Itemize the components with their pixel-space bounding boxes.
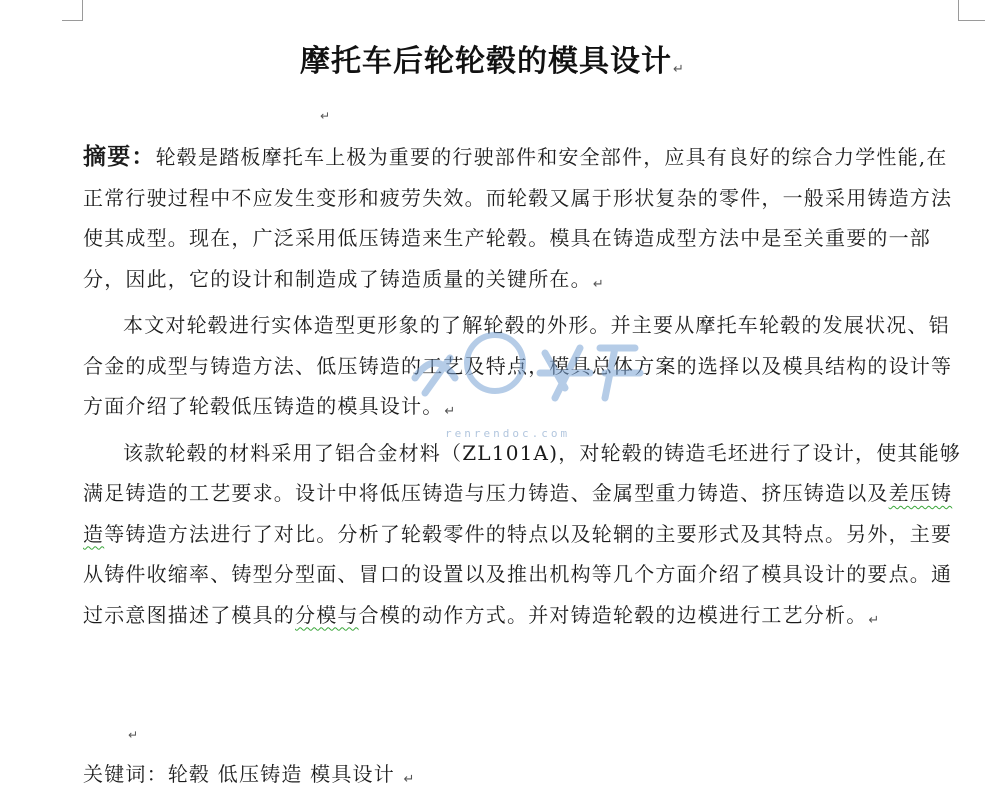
page-corner-mark-left	[62, 0, 83, 21]
paragraph-mark-icon: ↵	[868, 612, 881, 628]
spellcheck-underline: 差压铸造	[83, 481, 953, 546]
paragraph-mark-icon: ↵	[403, 772, 416, 787]
keywords-label: 关键词：	[83, 762, 168, 786]
abstract-paragraph-1[interactable]: 摘要：轮毂是踏板摩托车上极为重要的行驶部件和安全部件，应具有良好的综合力学性能,在正常行驶过程中不应发生变形和疲劳失效。而轮毂又属于形状复杂的零件，一般采用铸造方法使其成型。现在，广泛采用低压铸造来生产轮毂。模具在铸造成型方法中是至关重要的一部分，因此，它的设计和制造成了铸造质量的关键所在。↵	[83, 144, 953, 292]
paragraph-mark-icon: ↵	[444, 404, 457, 419]
watermark-url: renrendoc.com	[445, 427, 571, 440]
spellcheck-underline: 分模与	[295, 602, 359, 627]
keywords-items: 轮毂 低压铸造 模具设计	[167, 762, 403, 786]
document-title[interactable]: 摩托车后轮轮毂的模具设计↵	[300, 44, 685, 79]
abstract-paragraph-3[interactable]: 该款轮毂的材料采用了铝合金材料（ZL101A)，对轮毂的铸造毛坯进行了设计，使其能够满足铸造的工艺要求。设计中将低压铸造与压力铸造、金属型重力铸造、挤压铸造以及差压铸造等铸造方法进行了对比。分析了轮毂零件的特点以及轮辋的主要形式及其特点。另外，主要从铸件收缩率、铸型分型面、冒口的设置以及推出机构等几个方面介绍了模具设计的要点。通过示意图描述了模具的分模与合模的动作方式。并对铸造轮毂的边模进行工艺分析。↵	[83, 440, 961, 628]
paragraph-mark-icon: ↵	[592, 276, 605, 292]
abstract-label: 摘要：	[83, 144, 156, 170]
paragraph-mark-icon: ↵	[128, 728, 139, 742]
paragraph-mark-icon: ↵	[673, 62, 685, 77]
abstract-paragraph-2[interactable]: 本文对轮毂进行实体造型更形象的了解轮毂的外形。并主要从摩托车轮毂的发展状况、铝合金的成型与铸造方法、低压铸造的工艺及特点，模具总体方案的选择以及模具结构的设计等方面介绍了轮毂低压铸造的模具设计。↵	[83, 313, 953, 419]
paragraph-mark-icon: ↵	[320, 109, 331, 123]
abstract-section[interactable]	[83, 137, 963, 641]
keywords-line[interactable]	[83, 758, 416, 787]
page-corner-mark-right	[958, 0, 985, 21]
